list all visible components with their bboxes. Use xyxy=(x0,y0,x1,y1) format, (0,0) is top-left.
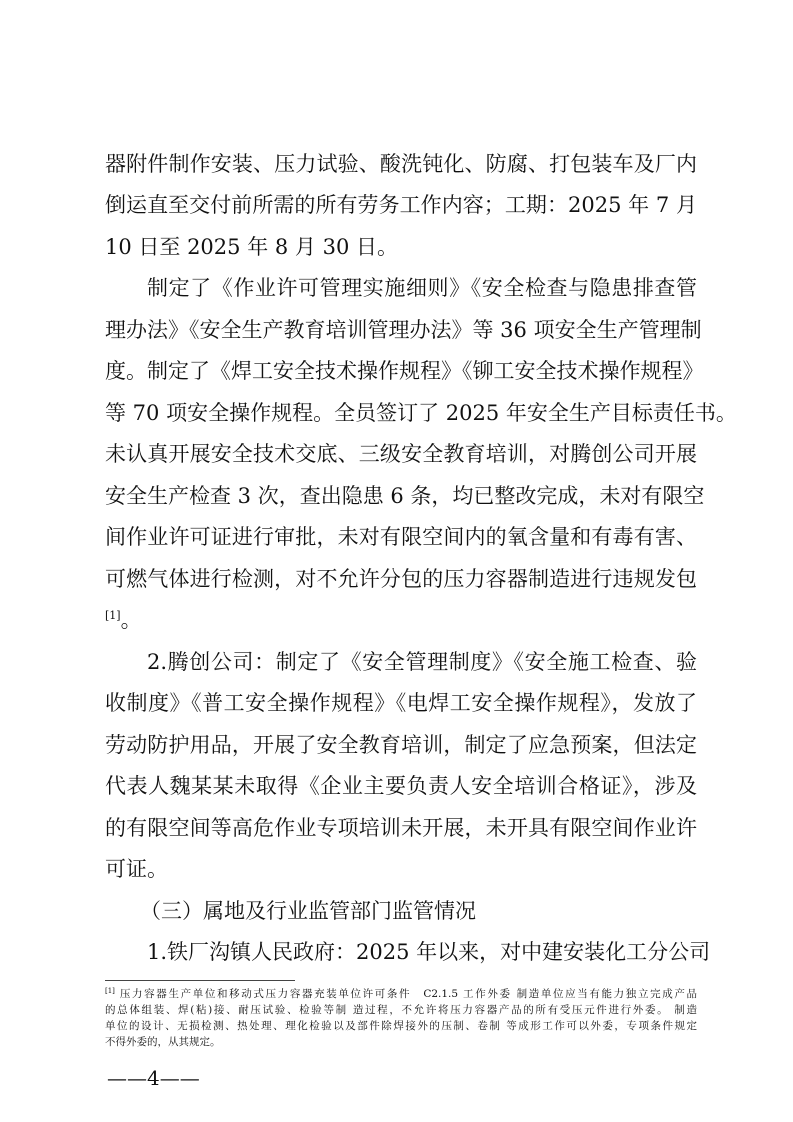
footnote-text: 压力容器生产单位和移动式压力容器充装单位许可条件 C2.1.5 工作外委 制造单位应当有能力独立完成产品 xyxy=(114,988,697,1000)
body-line: 间作业许可证进行审批，未对有限空间内的氧含量和有毒有害、 xyxy=(105,525,697,549)
body-line: 倒运直至交付前所需的所有劳务工作内容；工期：2025 年 7 月 xyxy=(105,193,697,217)
footnote-reference[interactable]: [1] xyxy=(105,609,121,622)
body-line: 收制度》《普工安全操作规程》《电焊工安全操作规程》，发放了 xyxy=(105,691,697,715)
body-line: 2.腾创公司：制定了《安全管理制度》《安全施工检查、验 xyxy=(147,650,697,674)
body-line: 10 日至 2025 年 8 月 30 日。 xyxy=(105,235,398,259)
body-line: 代表人魏某某未取得《企业主要负责人安全培训合格证》，涉及 xyxy=(105,774,697,798)
body-line: 的有限空间等高危作业专项培训未开展，未开具有限空间作业许 xyxy=(105,816,697,840)
body-line: 劳动防护用品，开展了安全教育培训，制定了应急预案，但法定 xyxy=(105,733,697,757)
page-number: ——4—— xyxy=(107,1066,200,1090)
body-line: 未认真开展安全技术交底、三级安全教育培训，对腾创公司开展 xyxy=(105,442,697,466)
body-line: 制定了《作业许可管理实施细则》《安全检查与隐患排查管 xyxy=(147,276,697,300)
body-line: 安全生产检查 3 次，查出隐患 6 条，均已整改完成，未对有限空 xyxy=(105,484,705,508)
body-line: 可证。 xyxy=(105,857,168,881)
body-line: 度。制定了《焊工安全技术操作规程》《铆工安全技术操作规程》 xyxy=(105,359,704,383)
body-line: 器附件制作安装、压力试验、酸洗钝化、防腐、打包装车及厂内 xyxy=(105,152,697,176)
footnote-separator xyxy=(105,980,295,981)
footnote-line: 的总体组装、焊(粘)接、耐压试验、检验等制 造过程，不允许将压力容器产品的所有受压元件进行外委。 制造 xyxy=(105,1004,697,1016)
footnote-line xyxy=(105,987,697,1002)
body-line: 可燃气体进行检测，对不允许分包的压力容器制造进行违规发包 xyxy=(105,567,697,591)
footnote-line: 不得外委的，从其规定。 xyxy=(105,1036,221,1048)
body-line: 理办法》《安全生产教育培训管理办法》等 36 项安全生产管理制 xyxy=(105,318,702,342)
footnote-marker: [1] xyxy=(105,987,115,995)
section-heading: （三）属地及行业监管部门监管情况 xyxy=(140,899,476,923)
body-line: 1.铁厂沟镇人民政府：2025 年以来，对中建安装化工分公司 xyxy=(147,940,711,964)
closing-punctuation: 。 xyxy=(120,608,142,632)
footnote-line: 单位的设计、无损检测、热处理、理化检验以及部件除焊接外的压制、卷制 等成形工作可以外委，专项条件规定 xyxy=(105,1020,697,1032)
body-line xyxy=(105,604,697,636)
body-line: 等 70 项安全操作规程。全员签订了 2025 年安全生产目标责任书。 xyxy=(105,401,737,425)
